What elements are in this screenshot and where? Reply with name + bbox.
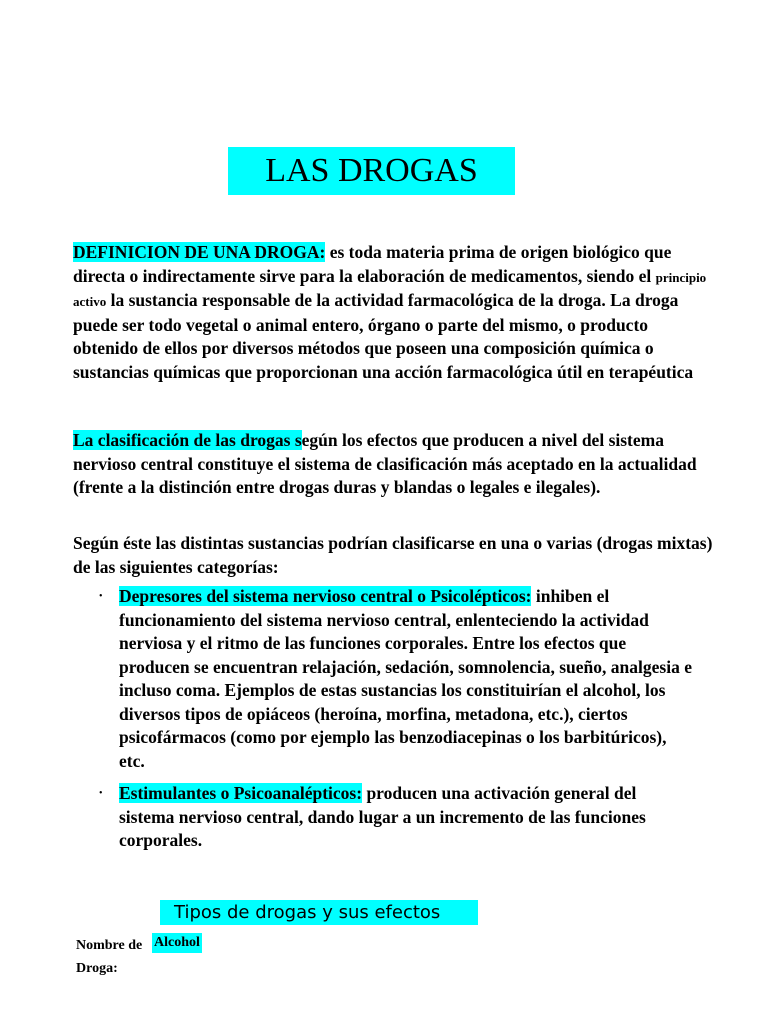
definition-label: DEFINICION DE UNA DROGA: [73, 242, 326, 262]
category-text: inhiben el funcionamiento del sistema nervioso central, enlenteciendo la actividad nerviosa y el ritmo de las funciones corporales. Entre los efectos que producen se encuentran relajación, sedación, somnolencia, sueño, analgesia e incluso coma. Ejemplos de estas sustancias los constituirían el alcohol, los diversos tipos de opiáceos (heroína, morfina, metadona, etc.), ciertos psicofármacos (como por ejemplo las benzodiacepinas o los barbitúricos), etc. [119, 586, 692, 771]
definition-small-text: principio activo [73, 269, 707, 309]
intro-paragraph: Según éste las distintas sustancias podrían clasificarse en una o varias (drogas mixtas) de las siguientes categorías: [73, 533, 713, 577]
definition-text-1: es toda materia prima de origen biológico que directa o indirectamente sirve para la elaboración de medicamentos, siendo el [73, 242, 672, 286]
category-list [73, 585, 693, 853]
list-item [73, 585, 693, 773]
bullet-icon: • [99, 788, 103, 799]
bullet-icon: • [99, 591, 103, 602]
category-label: Estimulantes o Psicoanalépticos: [119, 783, 363, 803]
category-text: producen una activación general del sistema nervioso central, dando lugar a un incremento de las funciones corporales. [119, 783, 646, 850]
classification-label: La clasificación de las drogas s [73, 430, 302, 450]
table-title: Tipos de drogas y sus efectos [160, 900, 478, 925]
category-label: Depresores del sistema nervioso central o Psicolépticos: [119, 586, 532, 606]
classification-paragraph [73, 429, 713, 500]
table-label: Nombre de Droga: [76, 938, 143, 976]
classification-text: egún los efectos que producen a nivel del sistema nervioso central constituye el sistema de clasificación más aceptado en la actualidad (frente a la distinción entre drogas duras y blandas o legales e ilegales). [73, 430, 697, 497]
table-value: Alcohol [152, 933, 202, 953]
definition-text-2: la sustancia responsable de la actividad farmacológica de la droga. La droga puede ser todo vegetal o animal entero, órgano o parte del mismo, o producto obtenido de ellos por diversos métodos que poseen una composición química o sustancias químicas que proporcionan una acción farmacológica útil en terapéutica [73, 290, 694, 382]
definition-paragraph [73, 241, 713, 384]
list-item [73, 782, 693, 853]
page-title: LAS DROGAS [228, 147, 515, 195]
